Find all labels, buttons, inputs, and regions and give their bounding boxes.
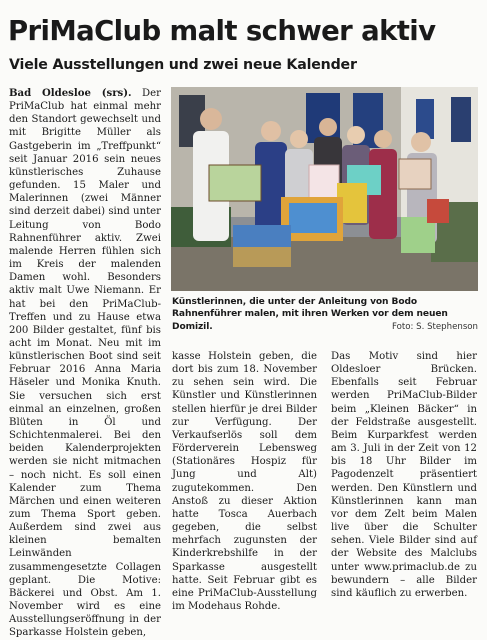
painting: [399, 159, 431, 189]
article-column-2: [172, 350, 317, 612]
group-photo: [171, 87, 478, 291]
photo-credit: Foto: S. Stephenson: [392, 322, 478, 332]
window: [451, 97, 471, 142]
painting: [209, 165, 261, 201]
photo-caption: Künstlerinnen, die unter der Anleitung von Bodo Rahnenführer malen, mit ihren Werken vor dem neuen Domizil.: [172, 297, 448, 332]
subheadline: Viele Ausstellungen und zwei neue Kalender: [9, 57, 357, 73]
article-column-1: [9, 87, 161, 639]
column-2-text: kasse Holstein geben, die dort bis zum 18. November zu sehen sein wird. Die Künstler und Künstlerinnen stellen hierfür je drei Bilder zur Verfügung. Der Verkaufserlös soll dem Förderverein Lebensweg (Stationäres Hospiz für Jung und Alt) zugutekommen. Den Anstoß zu dieser Aktion hatte Tosca Auerbach gegeben, die selbst mehrfach zugunsten der Kinderkrebshilfe in der Sparkasse ausgestellt hatte. Seit Februar gibt es eine PriMaClub-Ausstellung im Modehaus Rohde.: [172, 351, 317, 612]
blue-window: [306, 93, 340, 143]
painting: [289, 203, 337, 233]
article-column-3: [331, 350, 477, 599]
column-1-text: Der PriMaClub hat einmal mehr den Standort gewechselt und mit Brigitte Müller als Gastgeberin im „Treffpunkt“ seit Januar 2016 sein neues künstlerisches Zuhause gefunden. 15 Maler und Malerinnen (zwei Männer sind derzeit dabei) sind unter Leitung von Bodo Rahnenführer aktiv. Zwei malende Herren fühlen sich im Kreis der malenden Damen wohl. Besonders aktiv malt Uwe Niemann. Er hat bei den PriMaClub-Treffen und zu Hause etwa 200 Bilder gestaltet, fünf bis acht im Monat. Neu mit im künstlerischen Boot sind seit Februar 2016 Anna Maria Häseler und Monika Knuth. Sie versuchen sich erst einmal an einzelnen, großen Blüten in Öl und Schichtenmalerei. Bei den beiden Kalenderprojekten werden sie nicht mitmachen – noch nicht. Es soll einen Kalender zum Thema Märchen und einen weiteren zum Thema Sport geben. Außerdem sind zwei aus kleinen bemalten Leinwänden zusammengesetzte Collagen geplant. Die Motive: Bäckerei und Obst. Am 1. November wird es eine Ausstellungseröffnung in der Sparkasse Holstein geben,: [9, 88, 161, 639]
painting: [233, 247, 291, 267]
dateline: Bad Oldesloe (srs).: [9, 87, 132, 99]
column-3-text: Das Motiv sind hier Oldesloer Brücken. Ebenfalls seit Februar werden PriMaClub-Bilder beim „Kleinen Bäcker“ in der Feldstraße ausgestellt. Beim Kurparkfest werden am 3. Juli in der Zeit von 12 bis 18 Uhr Bilder im Pagodenzelt präsentiert werden. Den Künstlern und Künstlerinnen kann man vor dem Zelt beim Malen live über die Schulter sehen. Viele Bilder sind auf der Website des Malclubs unter www.primaclub.de zu bewundern – alle Bilder sind käuflich zu erwerben.: [331, 351, 477, 599]
painting: [427, 199, 449, 223]
headline: PriMaClub malt schwer aktiv: [8, 15, 436, 47]
